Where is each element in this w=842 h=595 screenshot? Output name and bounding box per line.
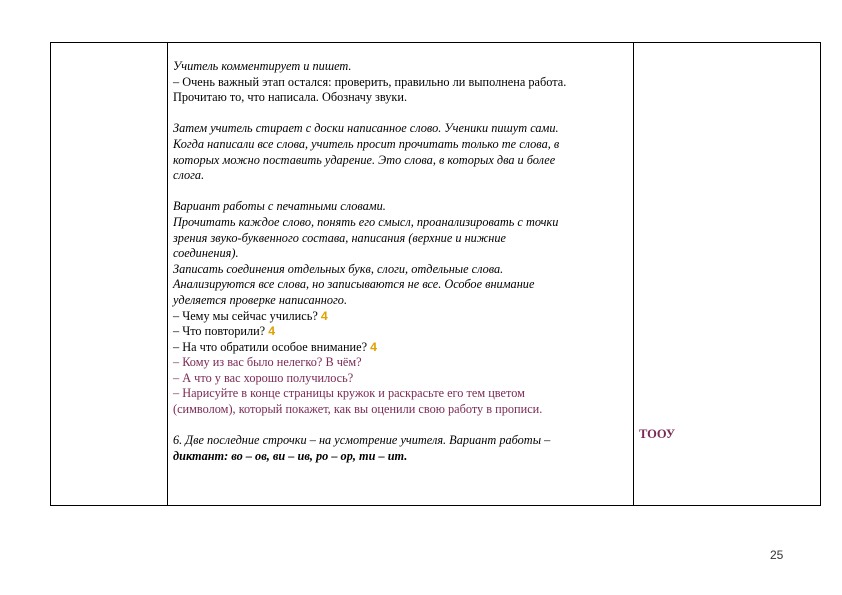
reflection-line: – Кому из вас было нелегко? В чём? <box>173 355 362 370</box>
text-line: Затем учитель стирает с доски написанное слово. Ученики пишут сами. <box>173 121 559 136</box>
score-badge: 4 <box>370 339 377 354</box>
score-badge: 4 <box>320 308 328 323</box>
column-divider-left <box>167 43 168 505</box>
text-line: Прочитаю то, что написала. Обозначу звуки. <box>173 90 408 105</box>
note-label: ТООУ <box>639 427 676 441</box>
reflection-line: – А что у вас хорошо получилось? <box>173 370 354 385</box>
text-line: Когда написали все слова, учитель просит прочитать только те слова, в <box>173 136 560 151</box>
text-line: 6. Две последние строчки – на усмотрение учителя. Вариант работы – <box>173 433 551 448</box>
text-line: зрения звуко-буквенного состава, написания (верхние и нижние <box>173 230 506 245</box>
text-line: Прочитать каждое слово, понять его смысл, проанализировать с точки <box>173 214 559 229</box>
question-line: – Чему мы сейчас учились? 4 <box>173 308 328 323</box>
lesson-table <box>50 42 821 506</box>
text-line: соединения). <box>173 246 239 261</box>
text-line: слога. <box>173 168 205 183</box>
question-line: – Что повторили? 4 <box>173 324 276 339</box>
text-line: Учитель комментирует и пишет. <box>173 59 352 73</box>
question-line: – На что обратили особое внимание? 4 <box>173 339 377 354</box>
page-number: 25 <box>770 548 784 562</box>
dictation-line: диктант: во – ов, ви – ив, ро – ор, ти – ит. <box>173 448 408 463</box>
text-line: уделяется проверке написанного. <box>173 292 348 307</box>
score-badge: 4 <box>268 324 276 339</box>
text-line: Анализируются все слова, но записываются не все. Особое внимание <box>173 277 535 292</box>
text-line: – Очень важный этап остался: проверить, правильно ли выполнена работа. <box>173 74 567 89</box>
text-line: Записать соединения отдельных букв, слоги, отдельные слова. <box>173 261 504 276</box>
reflection-line: – Нарисуйте в конце страницы кружок и раскрасьте его тем цветом <box>173 386 525 401</box>
lesson-content <box>173 59 628 464</box>
column-divider-right <box>633 43 634 505</box>
reflection-line: (символом), который покажет, как вы оценили свою работу в прописи. <box>173 402 543 417</box>
text-line: которых можно поставить ударение. Это слова, в которых два и более <box>173 152 556 167</box>
text-line: Вариант работы с печатными словами. <box>173 199 386 214</box>
